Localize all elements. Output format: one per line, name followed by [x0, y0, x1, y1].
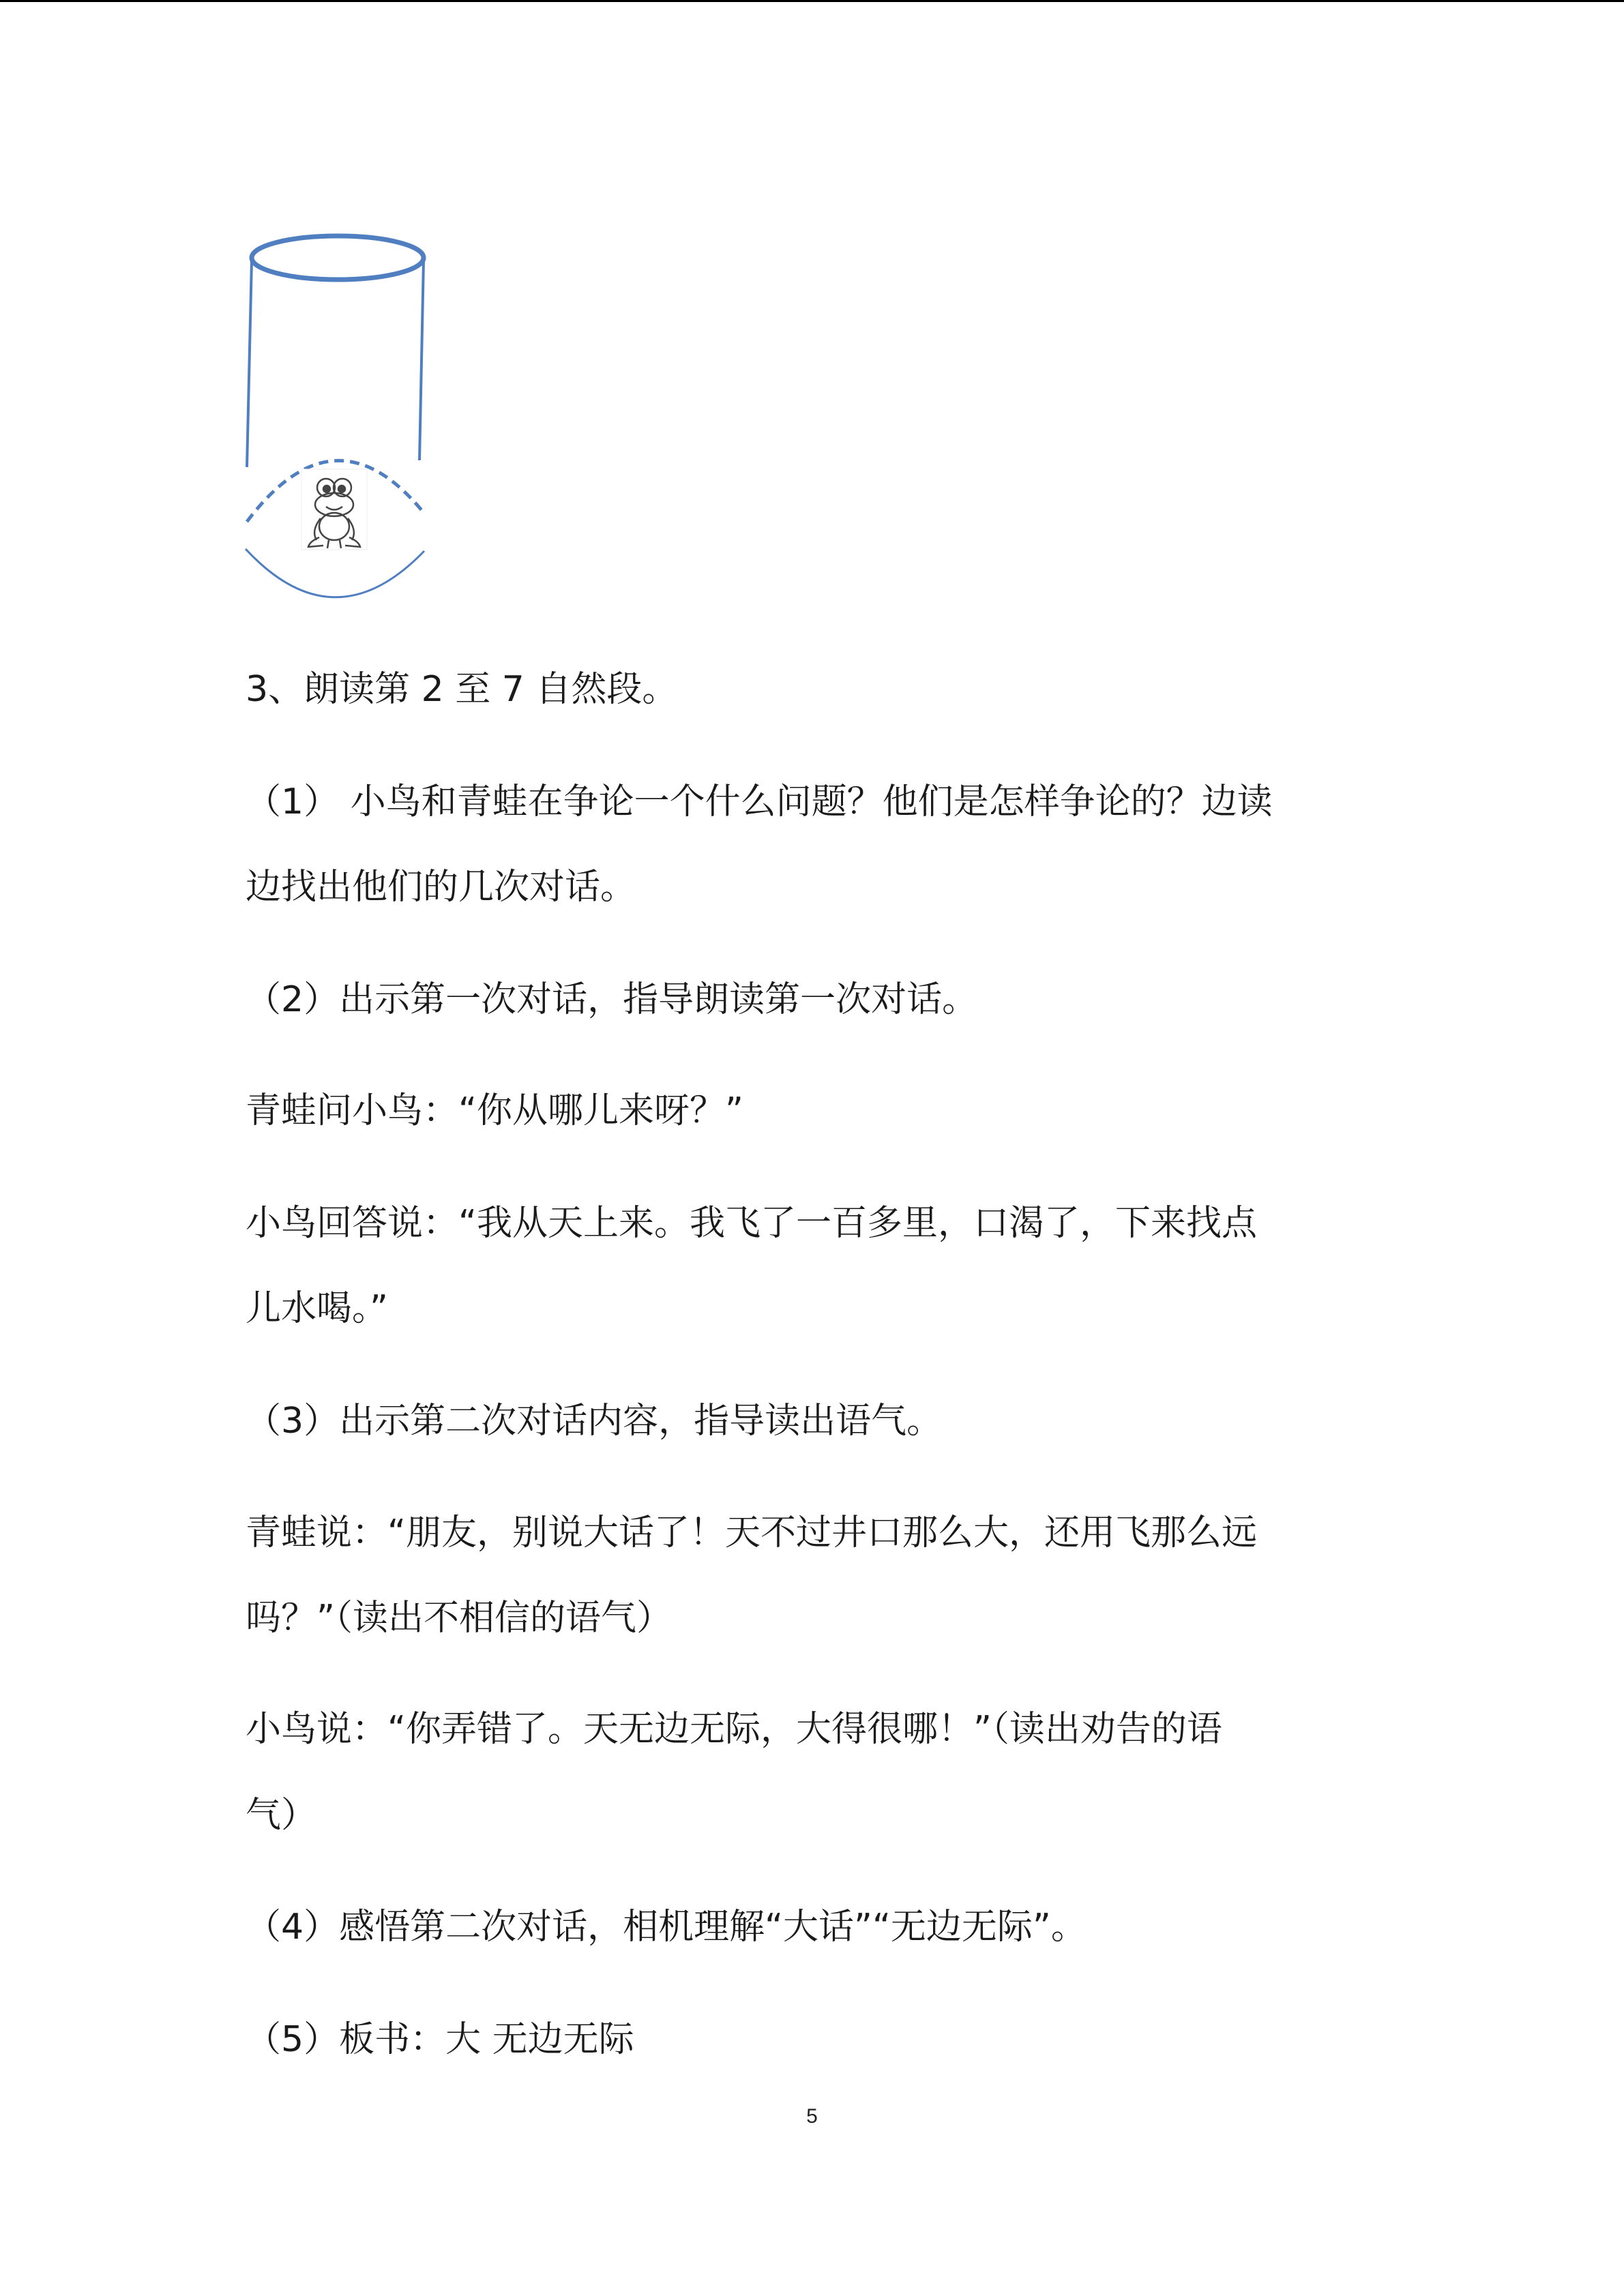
well-bottom-arc: [246, 549, 424, 597]
paragraph-6-line-1: 青蛙说：“朋友，别说大话了！天不过井口那么大，还用飞那么远: [246, 1512, 1257, 1553]
frog-in-well-icon: [239, 225, 437, 607]
paragraph-4-line-2: 儿水喝。”: [246, 1288, 388, 1329]
paragraph-2-line-1: （2）出示第一次对话，指导朗读第一次对话。: [246, 979, 978, 1020]
paragraph-4-line-1: 小鸟回答说：“我从天上来。我飞了一百多里，口渴了，下来找点: [246, 1203, 1257, 1244]
paragraph-7-line-1: 小鸟说：“你弄错了。天无边无际，大得很哪！”（读出劝告的语: [246, 1709, 1222, 1750]
paragraph-1-line-2: 边找出他们的几次对话。: [246, 867, 636, 908]
paragraph-7-line-2: 气）: [246, 1795, 317, 1836]
well-wall-right: [419, 260, 424, 460]
paragraph-5-line-1: （3）出示第二次对话内容，指导读出语气。: [246, 1401, 943, 1442]
page-number: 5: [806, 2105, 818, 2128]
paragraph-1-line-1: （1） 小鸟和青蛙在争论一个什么问题？他们是怎样争论的？边读: [246, 781, 1273, 822]
section-heading: 3、朗读第 2 至 7 自然段。: [246, 669, 678, 710]
page-top-border: [0, 0, 1624, 2]
well-wall-left: [247, 260, 252, 467]
paragraph-8-line-1: （4）感悟第二次对话，相机理解“大话”“无边无际”。: [246, 1907, 1087, 1948]
paragraph-3-line-1: 青蛙问小鸟：“你从哪儿来呀？”: [246, 1090, 743, 1131]
paragraph-9-line-1: （5）板书：大 无边无际: [246, 2019, 634, 2060]
well-opening: [252, 236, 424, 280]
paragraph-6-line-2: 吗？”（读出不相信的语气）: [246, 1598, 672, 1639]
